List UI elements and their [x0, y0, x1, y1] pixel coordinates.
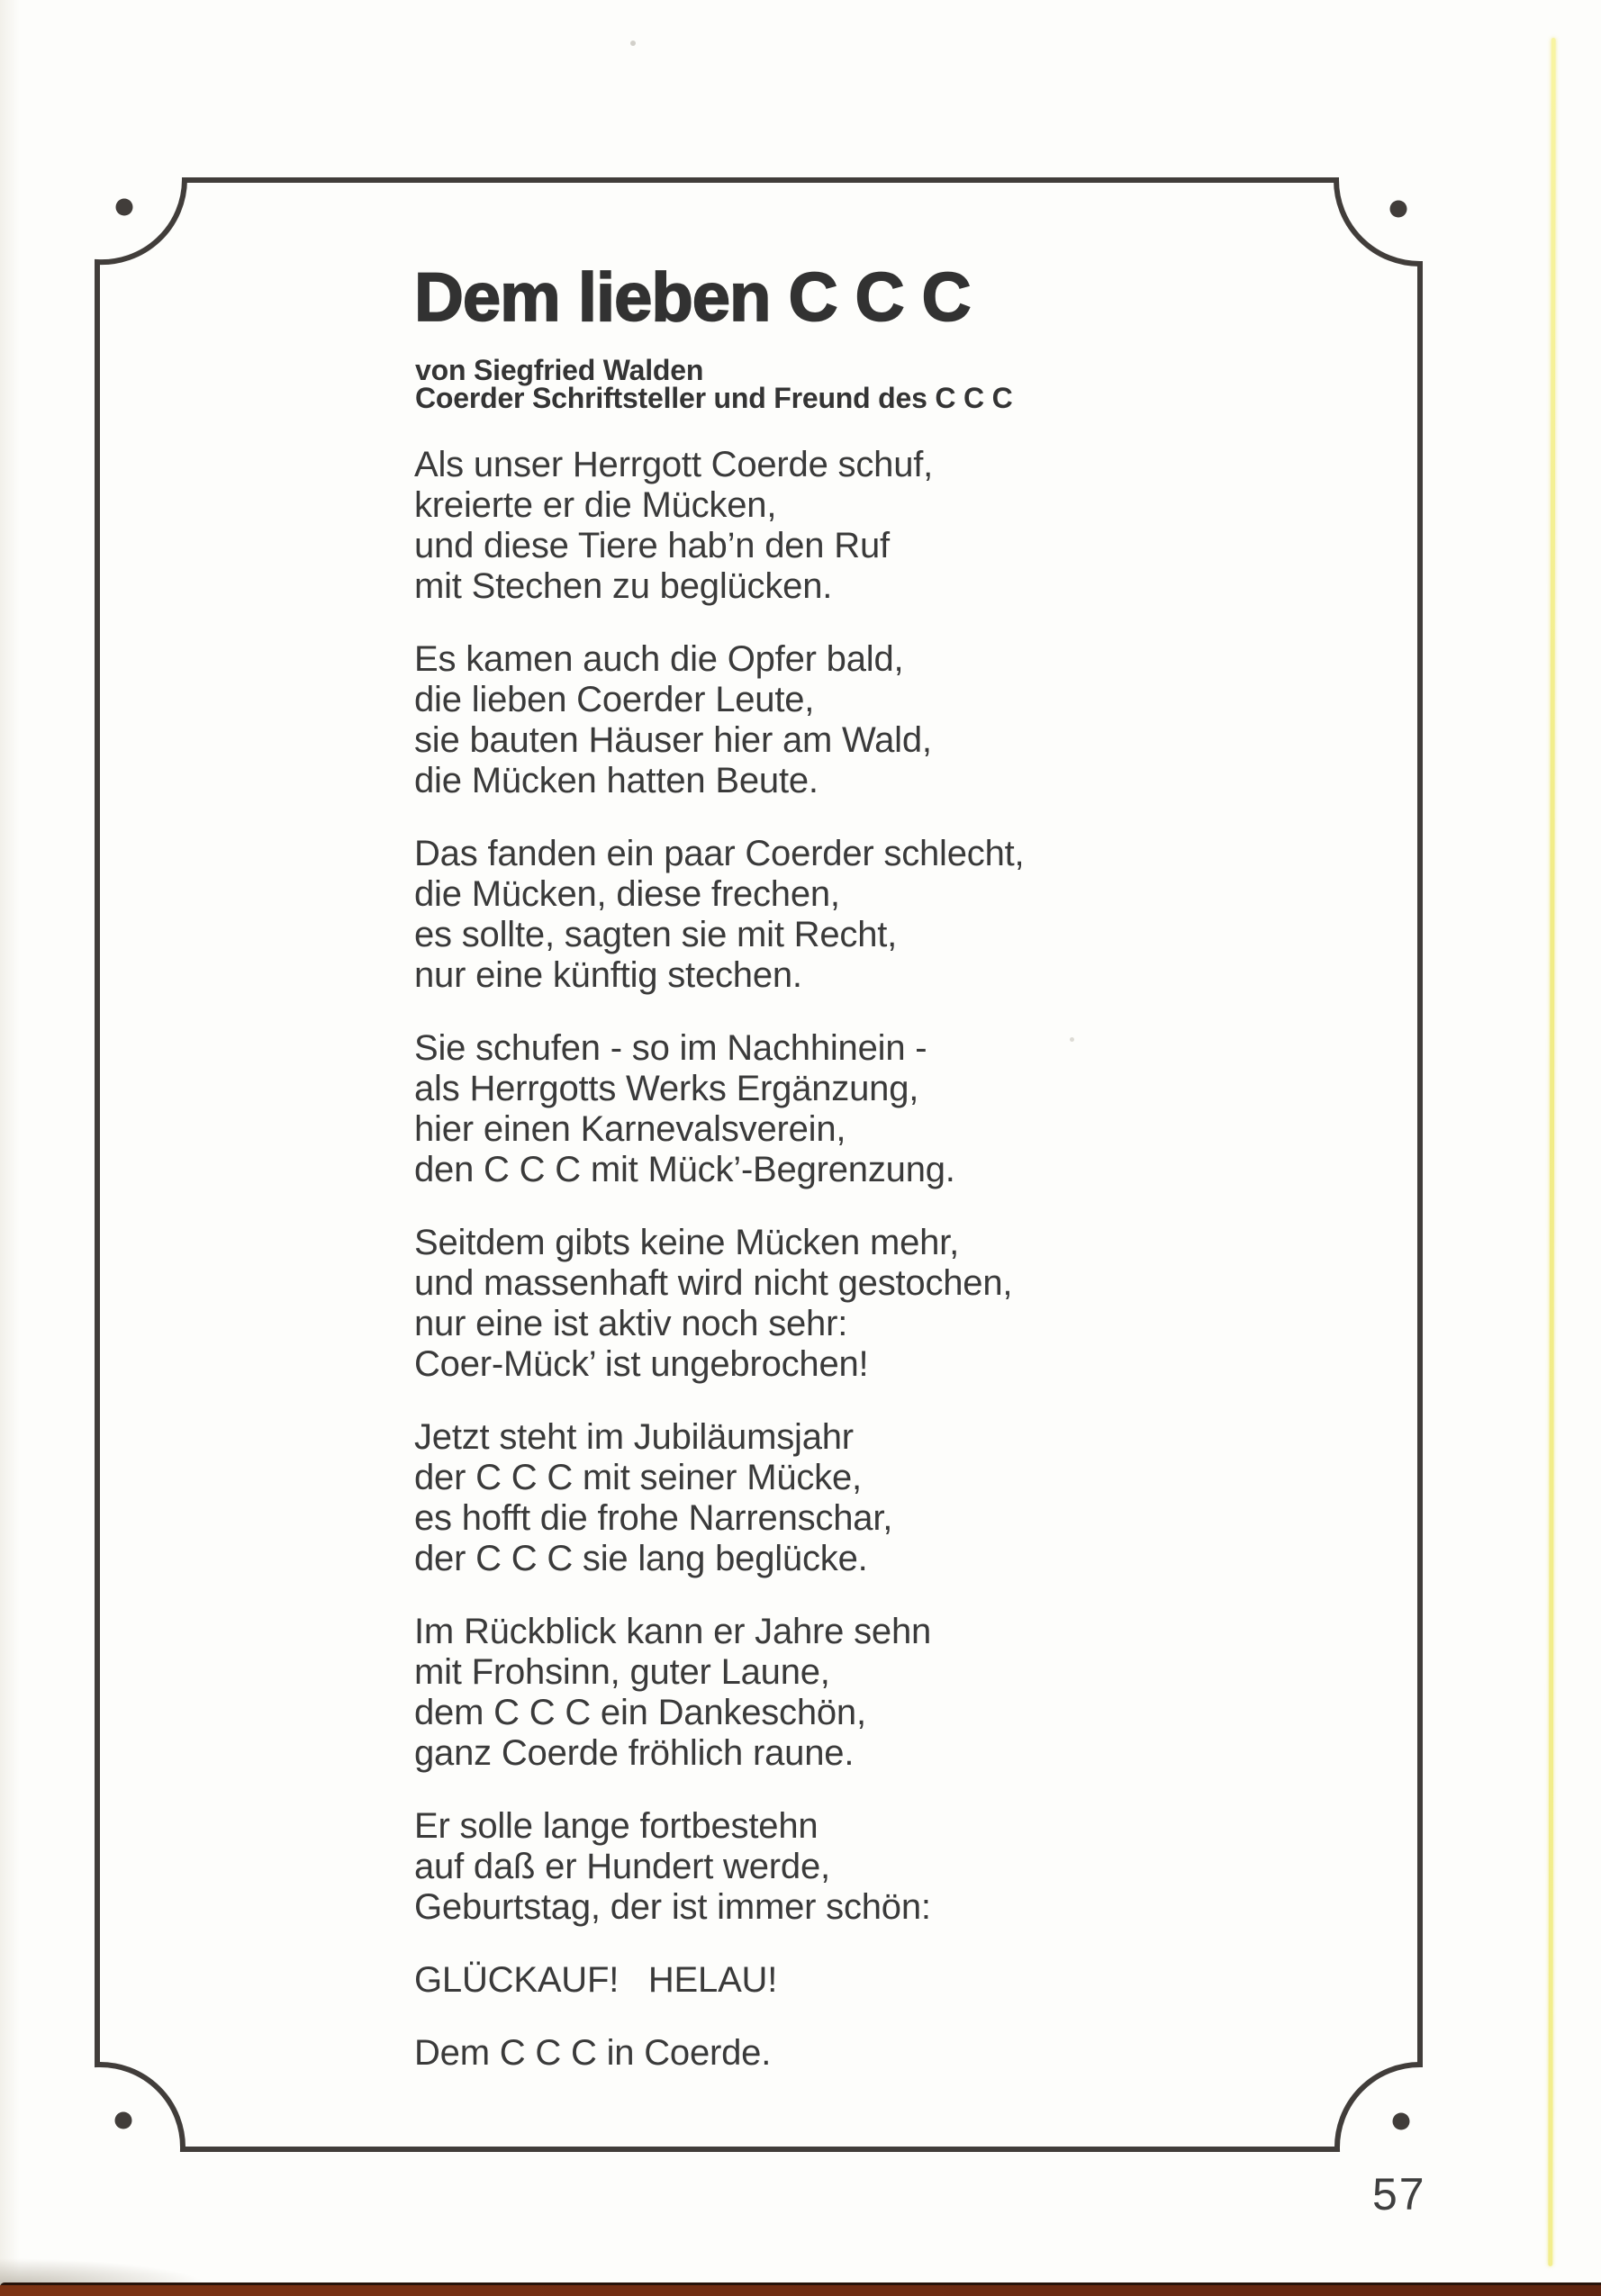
poem-stanza — [414, 834, 1024, 996]
scan-speck — [630, 41, 636, 46]
scan-speck — [1070, 1037, 1074, 1042]
byline — [415, 354, 1013, 414]
poem-line: mit Stechen zu beglücken. — [414, 566, 833, 606]
poem-stanza — [414, 1806, 1024, 1928]
poem-line: Es kamen auch die Opfer bald, — [414, 639, 904, 679]
poem-stanza — [414, 639, 1024, 801]
poem-line: den C C C mit Mück’-Begrenzung. — [414, 1150, 955, 1189]
poem-stanza — [414, 445, 1024, 607]
poem-line: auf daß er Hundert werde, — [414, 1847, 830, 1886]
poem-line: nur eine ist aktiv noch sehr: — [414, 1304, 848, 1343]
poem-line: und diese Tiere hab’n den Ruf — [414, 526, 890, 565]
frame-corner-dot-top-right — [1390, 201, 1407, 218]
poem-line: Er solle lange fortbestehn — [414, 1806, 819, 1846]
book-spine — [0, 2285, 1601, 2296]
poem-line: sie bauten Häuser hier am Wald, — [414, 720, 932, 760]
poem-line: als Herrgotts Werks Ergänzung, — [414, 1069, 919, 1108]
poem-closing-exclamation: GLÜCKAUF! HELAU! — [414, 1960, 778, 2000]
poem-line: der C C C mit seiner Mücke, — [414, 1458, 862, 1497]
byline-description: Coerder Schriftsteller und Freund des C C C — [415, 382, 1013, 414]
poem-stanza — [414, 1417, 1024, 1579]
page-number: 57 — [1372, 2169, 1426, 2219]
poem-title: Dem lieben C C C — [414, 259, 971, 336]
poem-line: hier einen Karnevalsverein, — [414, 1109, 846, 1149]
poem-stanza — [414, 1612, 1024, 1774]
poem-line: Das fanden ein paar Coerder schlecht, — [414, 834, 1025, 873]
poem-line: kreierte er die Mücken, — [414, 485, 777, 525]
poem-stanzas — [414, 445, 1024, 1928]
poem-line: Jetzt steht im Jubiläumsjahr — [414, 1417, 854, 1457]
poem-line: der C C C sie lang beglücke. — [414, 1539, 868, 1578]
poem-line: Geburtstag, der ist immer schön: — [414, 1887, 931, 1927]
poem-line: Als unser Herrgott Coerde schuf, — [414, 445, 934, 484]
poem-line: und massenhaft wird nicht gestochen, — [414, 1263, 1013, 1303]
poem-line: dem C C C ein Dankeschön, — [414, 1693, 866, 1732]
poem-body — [414, 445, 1024, 2106]
poem-line: es hofft die frohe Narrenschar, — [414, 1498, 893, 1538]
poem-stanza — [414, 1028, 1024, 1190]
poem-line: mit Frohsinn, guter Laune, — [414, 1652, 830, 1692]
poem-line: nur eine künftig stechen. — [414, 955, 802, 995]
poem-dedication: Dem C C C in Coerde. — [414, 2033, 772, 2073]
poem-line: die Mücken hatten Beute. — [414, 761, 819, 800]
poem-line: ganz Coerde fröhlich raune. — [414, 1733, 855, 1773]
poem-line: Coer-Mück’ ist ungebrochen! — [414, 1344, 869, 1384]
page-bottom-curl-shadow — [0, 2255, 234, 2285]
poem-line: Sie schufen - so im Nachhinein - — [414, 1028, 927, 1068]
poem-line: Seitdem gibts keine Mücken mehr, — [414, 1223, 960, 1262]
poem-line: die lieben Coerder Leute, — [414, 680, 815, 719]
frame-corner-dot-bottom-left — [115, 2112, 132, 2129]
frame-corner-dot-top-left — [116, 199, 133, 216]
poem-line: Im Rückblick kann er Jahre sehn — [414, 1612, 932, 1651]
poem-line: es sollte, sagten sie mit Recht, — [414, 915, 898, 954]
poem-line: die Mücken, diese frechen, — [414, 874, 840, 914]
byline-author: von Siegfried Walden — [415, 354, 704, 386]
frame-corner-dot-bottom-right — [1393, 2113, 1410, 2130]
poem-stanza — [414, 1223, 1024, 1385]
